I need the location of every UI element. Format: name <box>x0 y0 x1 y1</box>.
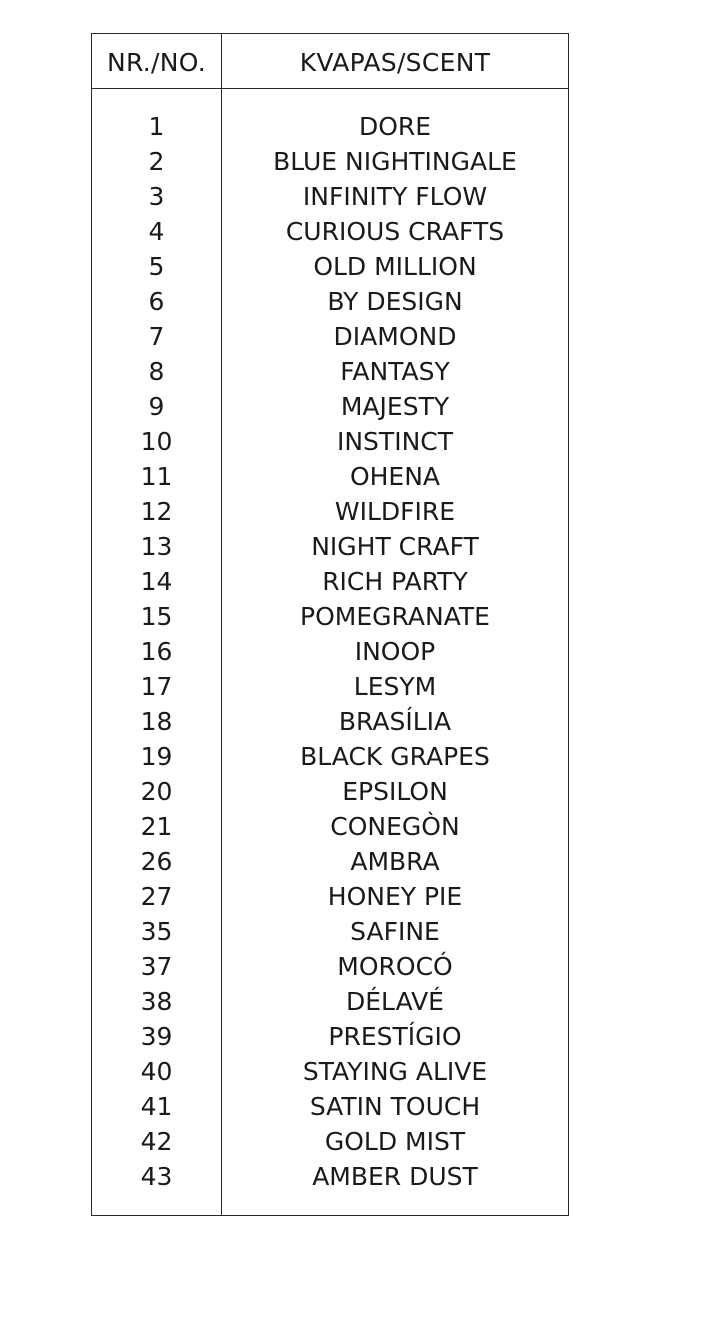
table-row <box>92 494 568 529</box>
row-scent: BLACK GRAPES <box>300 742 490 771</box>
row-scent: AMBER DUST <box>312 1162 478 1191</box>
row-scent: SATIN TOUCH <box>309 1092 481 1121</box>
scent-table <box>91 33 569 1216</box>
table-row <box>92 424 568 459</box>
table-row <box>92 109 568 144</box>
row-number: 12 <box>140 497 173 526</box>
row-scent: BRASÍLIA <box>338 707 452 736</box>
table-row <box>92 844 568 879</box>
row-number: 11 <box>140 462 173 491</box>
row-scent: EPSILON <box>342 777 448 806</box>
row-scent: INFINITY FLOW <box>302 182 488 211</box>
row-number: 43 <box>140 1162 173 1191</box>
row-scent: BY DESIGN <box>327 287 463 316</box>
row-scent: MOROCÓ <box>337 952 453 981</box>
row-scent: OHENA <box>349 462 441 491</box>
table-row <box>92 599 568 634</box>
row-number: 7 <box>148 322 165 351</box>
row-scent: NIGHT CRAFT <box>311 532 479 561</box>
row-number: 5 <box>148 252 165 281</box>
row-scent: DÉLAVÉ <box>346 987 444 1016</box>
table-body <box>92 109 568 1194</box>
table-row <box>92 949 568 984</box>
table-row <box>92 704 568 739</box>
table-row <box>92 809 568 844</box>
row-number: 10 <box>140 427 173 456</box>
row-scent: HONEY PIE <box>327 882 463 911</box>
row-scent: BLUE NIGHTINGALE <box>273 147 517 176</box>
row-scent: INOOP <box>354 637 436 666</box>
row-scent: WILDFIRE <box>334 497 456 526</box>
row-number: 27 <box>140 882 173 911</box>
table-row <box>92 914 568 949</box>
row-scent: STAYING ALIVE <box>302 1057 488 1086</box>
row-number: 21 <box>140 812 173 841</box>
row-scent: CONEGÒN <box>330 812 460 841</box>
table-row <box>92 529 568 564</box>
row-scent: OLD MILLION <box>313 252 477 281</box>
table-row <box>92 144 568 179</box>
table-row <box>92 984 568 1019</box>
row-number: 42 <box>140 1127 173 1156</box>
row-number: 18 <box>140 707 173 736</box>
table-row <box>92 634 568 669</box>
header-number: NR./NO. <box>107 48 206 77</box>
header-divider <box>92 88 568 89</box>
table-row <box>92 389 568 424</box>
row-number: 13 <box>140 532 173 561</box>
row-scent: LESYM <box>353 672 437 701</box>
table-row <box>92 564 568 599</box>
table-row <box>92 1124 568 1159</box>
row-number: 26 <box>140 847 173 876</box>
table-row <box>92 214 568 249</box>
row-scent: MAJESTY <box>340 392 450 421</box>
table-row <box>92 1089 568 1124</box>
row-scent: DIAMOND <box>333 322 457 351</box>
row-scent: SAFINE <box>350 917 440 946</box>
table-row <box>92 1019 568 1054</box>
table-row <box>92 249 568 284</box>
table-row <box>92 179 568 214</box>
row-number: 3 <box>148 182 165 211</box>
row-number: 39 <box>140 1022 173 1051</box>
row-scent: POMEGRANATE <box>300 602 490 631</box>
table-row <box>92 284 568 319</box>
row-number: 4 <box>148 217 165 246</box>
row-number: 41 <box>140 1092 173 1121</box>
row-scent: CURIOUS CRAFTS <box>285 217 505 246</box>
row-scent: RICH PARTY <box>322 567 468 596</box>
row-number: 1 <box>148 112 165 141</box>
row-number: 14 <box>140 567 173 596</box>
row-number: 15 <box>140 602 173 631</box>
row-number: 16 <box>140 637 173 666</box>
table-row <box>92 1159 568 1194</box>
row-number: 38 <box>140 987 173 1016</box>
table-row <box>92 459 568 494</box>
table-row <box>92 739 568 774</box>
row-number: 40 <box>140 1057 173 1086</box>
row-number: 19 <box>140 742 173 771</box>
row-number: 20 <box>140 777 173 806</box>
row-scent: GOLD MIST <box>324 1127 466 1156</box>
row-number: 8 <box>148 357 165 386</box>
row-scent: FANTASY <box>340 357 450 386</box>
row-number: 17 <box>140 672 173 701</box>
row-scent: AMBRA <box>350 847 440 876</box>
row-scent: PRESTÍGIO <box>328 1022 462 1051</box>
row-number: 35 <box>140 917 173 946</box>
row-number: 37 <box>140 952 173 981</box>
row-number: 9 <box>148 392 165 421</box>
table-row <box>92 669 568 704</box>
table-row <box>92 319 568 354</box>
table-row <box>92 774 568 809</box>
row-scent: DORE <box>358 112 432 141</box>
row-number: 6 <box>148 287 165 316</box>
row-scent: INSTINCT <box>336 427 453 456</box>
row-number: 2 <box>148 147 165 176</box>
table-row <box>92 879 568 914</box>
header-scent: KVAPAS/SCENT <box>299 48 491 77</box>
table-row <box>92 354 568 389</box>
table-row <box>92 1054 568 1089</box>
